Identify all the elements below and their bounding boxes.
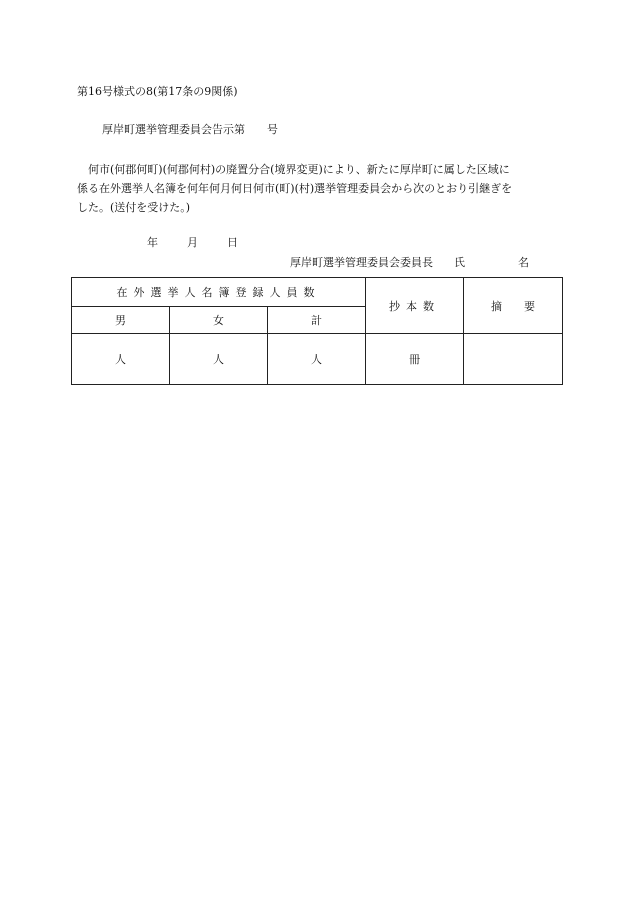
cell-summary [464,334,563,385]
body-line-1: 何市(何郡何町)(何郡何村)の廃置分合(境界変更)により、新たに厚岸町に属した区域に [88,163,510,176]
signature-title: 厚岸町選挙管理委員会委員長 [290,256,433,269]
cell-male: 人 [72,334,170,385]
cell-total: 人 [268,334,366,385]
date-month: 月 [187,236,198,249]
notice-body [77,160,562,217]
cell-copies: 冊 [366,334,464,385]
header-copies: 抄本数 [366,278,464,334]
signature-shi: 氏 [454,256,465,269]
body-line-3: した。(送付を受けた。) [77,201,191,214]
body-line-2: 係る在外選挙人名簿を何年何月何日何市(町)(村)選挙管理委員会から次のとおり引継ぎを [77,182,513,195]
date-day: 日 [227,236,238,249]
signature-mei: 名 [518,256,529,269]
register-table [71,277,563,385]
subheader-male: 男 [72,307,170,334]
header-summary: 摘 要 [464,278,563,334]
date-line [147,236,238,250]
form-label: 第16号様式の8(第17条の9関係) [77,85,238,98]
subheader-female: 女 [170,307,268,334]
cell-female: 人 [170,334,268,385]
signature-line [290,256,529,270]
notice-title: 厚岸町選挙管理委員会告示第 号 [102,123,278,136]
header-registered-count: 在外選挙人名簿登録人員数 [72,278,366,307]
subheader-total: 計 [268,307,366,334]
date-year: 年 [147,236,158,249]
